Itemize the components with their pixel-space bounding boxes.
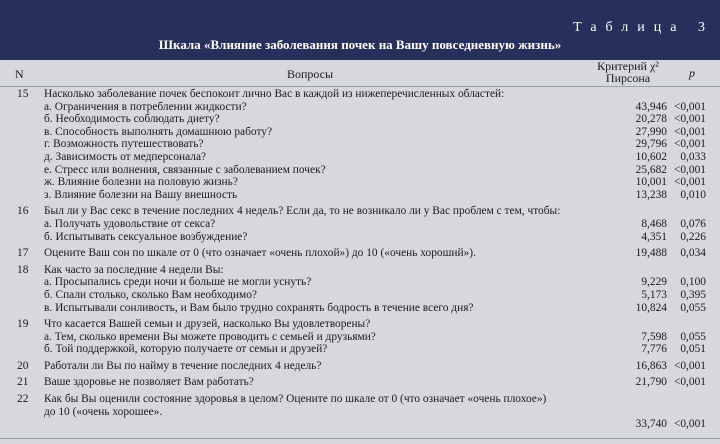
chi-square-value: 29,796 — [635, 138, 667, 151]
table-row — [0, 418, 720, 431]
table-row — [0, 126, 720, 139]
p-value: 0,076 — [680, 217, 706, 230]
table-title: Шкала «Влияние заболевания почек на Вашу повседневную жизнь» — [158, 37, 562, 52]
chi-square-value: 4,351 — [641, 230, 667, 243]
chi-square-value: 20,278 — [635, 113, 667, 126]
question-text: е. Стресс или волнения, связанные с заболеванием почек? — [44, 163, 326, 176]
table-row — [0, 393, 720, 406]
row-number: 21 — [17, 376, 29, 389]
chi-square-value: 13,238 — [635, 188, 667, 201]
question-text: до 10 («очень хорошее». — [44, 405, 163, 418]
question-text: б. Испытывать сексуальное возбуждение? — [44, 230, 248, 243]
table-row — [0, 189, 720, 202]
table-row — [0, 276, 720, 289]
table-row — [0, 247, 720, 260]
chi-square-value: 10,602 — [635, 150, 667, 163]
table-row — [0, 318, 720, 331]
row-number: 16 — [17, 205, 29, 218]
question-text: д. Зависимость от медперсонала? — [44, 150, 207, 163]
row-number: 15 — [17, 88, 29, 100]
table-row — [0, 406, 720, 419]
column-header-row — [0, 60, 720, 87]
question-text: б. Той поддержкой, которую получаете от семьи и друзей? — [44, 343, 328, 356]
chi-square-value: 25,682 — [635, 163, 667, 176]
row-number: 19 — [17, 318, 29, 331]
question-text: з. Влияние болезни на Вашу внешность — [44, 188, 238, 201]
table-row — [0, 88, 720, 101]
column-header-chi-square — [588, 60, 668, 84]
p-value: 0,051 — [680, 343, 706, 356]
chi-square-value: 19,488 — [635, 247, 667, 260]
table-row — [0, 376, 720, 389]
p-value: <0,001 — [673, 376, 706, 389]
p-value: 0,226 — [680, 230, 706, 243]
p-value: 0,010 — [680, 188, 706, 201]
p-value: 0,395 — [680, 288, 706, 301]
p-value: 0,100 — [680, 276, 706, 289]
chi-square-value: 43,946 — [635, 100, 667, 113]
table-row — [0, 113, 720, 126]
table-row — [0, 264, 720, 277]
chi-square-value: 16,863 — [635, 359, 667, 372]
p-value: 0,055 — [680, 301, 706, 314]
question-text: Работали ли Вы по найму в течение последних 4 недель? — [44, 359, 322, 372]
table-row — [0, 218, 720, 231]
table-row — [0, 343, 720, 356]
chi-square-value: 8,468 — [641, 217, 667, 230]
table-row — [0, 151, 720, 164]
row-number: 22 — [17, 393, 29, 406]
p-value: <0,001 — [673, 418, 706, 431]
question-text: а. Получать удовольствие от секса? — [44, 217, 216, 230]
question-text: Что касается Вашей семьи и друзей, насколько Вы удовлетворены? — [44, 318, 371, 331]
chi-square-value: 7,776 — [641, 343, 667, 356]
p-value: <0,001 — [673, 359, 706, 372]
question-text: Как часто за последние 4 недели Вы: — [44, 263, 224, 276]
chi-square-value: 5,173 — [641, 288, 667, 301]
question-text: а. Просыпались среди ночи и больше не могли уснуть? — [44, 276, 312, 289]
table-header — [0, 0, 720, 60]
column-header-p: p — [689, 66, 695, 80]
table-body — [0, 88, 720, 431]
p-value: 0,033 — [680, 150, 706, 163]
question-text: Оцените Ваш сон по шкале от 0 (что означает «очень плохой») до 10 («очень хороший»). — [44, 247, 476, 260]
row-number: 18 — [17, 263, 29, 276]
chi-square-value: 10,001 — [635, 176, 667, 189]
question-text: ж. Влияние болезни на половую жизнь? — [44, 176, 238, 189]
question-text: а. Ограничения в потреблении жидкости? — [44, 100, 247, 113]
chi-header-line2: Пирсона — [605, 71, 651, 85]
p-value: <0,001 — [673, 163, 706, 176]
p-value: 0,055 — [680, 330, 706, 343]
question-text: Ваше здоровье не позволяет Вам работать? — [44, 376, 254, 389]
table-row — [0, 331, 720, 344]
p-value: <0,001 — [673, 176, 706, 189]
p-value: <0,001 — [673, 138, 706, 151]
table-row — [0, 205, 720, 218]
question-text: г. Возможность путешествовать? — [44, 138, 204, 151]
question-text: б. Необходимость соблюдать диету? — [44, 113, 220, 126]
table-row — [0, 289, 720, 302]
column-header-n: N — [15, 67, 24, 81]
chi-header-line1: Критерий χ² — [597, 59, 659, 73]
chi-square-value: 9,229 — [641, 276, 667, 289]
row-number: 20 — [17, 359, 29, 372]
p-value: 0,034 — [680, 247, 706, 260]
question-text: в. Испытывали сонливость, и Вам было трудно сохранять бодрость в течение всего дня? — [44, 301, 474, 314]
table-row — [0, 231, 720, 244]
chi-square-value: 33,740 — [635, 418, 667, 431]
p-value: <0,001 — [673, 100, 706, 113]
chi-square-value: 10,824 — [635, 301, 667, 314]
column-header-questions: Вопросы — [286, 67, 334, 81]
bottom-rule — [0, 438, 720, 439]
table-number-label: Таблица 3 — [573, 20, 714, 35]
question-text: б. Спали столько, сколько Вам необходимо? — [44, 288, 257, 301]
question-text: в. Способность выполнять домашнюю работу? — [44, 125, 273, 138]
table-row — [0, 164, 720, 177]
p-value: <0,001 — [673, 125, 706, 138]
chi-square-value: 27,990 — [635, 125, 667, 138]
question-text: Как бы Вы оценили состояние здоровья в целом? Оцените по шкале от 0 (что означает «очень плохое») — [44, 393, 547, 406]
table-row — [0, 138, 720, 151]
table-row — [0, 101, 720, 114]
table-row — [0, 302, 720, 315]
question-text: а. Тем, сколько времени Вы можете проводить с семьей и друзьями? — [44, 330, 376, 343]
question-text: Насколько заболевание почек беспокоит лично Вас в каждой из нижеперечисленных областей: — [44, 88, 505, 100]
question-text: Был ли у Вас секс в течение последних 4 недель? Если да, то не возникало ли у Вас проблем с тем, чтобы: — [44, 205, 561, 218]
table-row — [0, 360, 720, 373]
p-value: <0,001 — [673, 113, 706, 126]
chi-square-value: 7,598 — [641, 330, 667, 343]
row-number: 17 — [17, 247, 29, 260]
table-row — [0, 176, 720, 189]
chi-square-value: 21,790 — [635, 376, 667, 389]
